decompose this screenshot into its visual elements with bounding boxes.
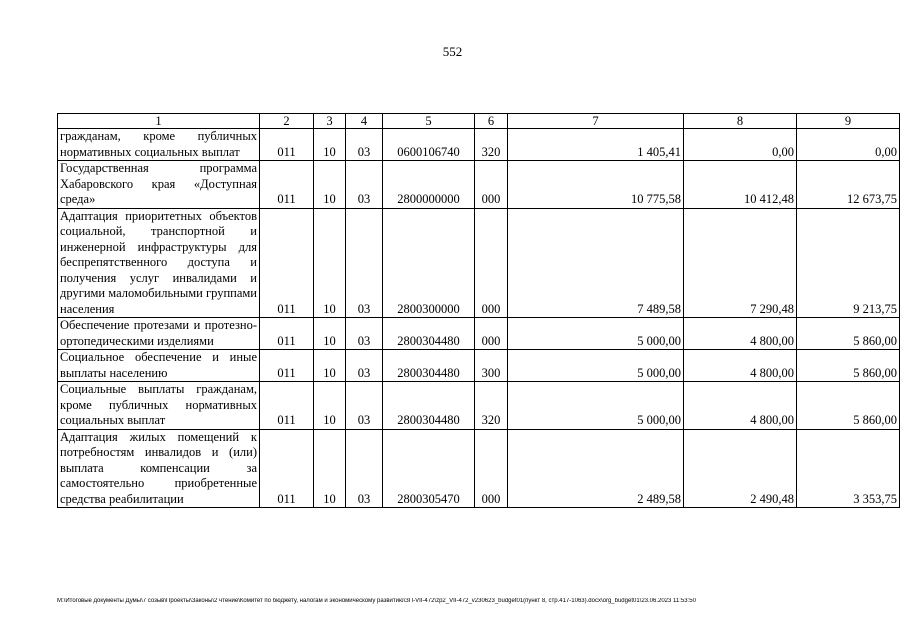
- row-code-subsection: 03: [346, 161, 383, 209]
- row-code-ministry: 011: [260, 129, 314, 161]
- row-amount-col7: 5 000,00: [508, 382, 684, 430]
- row-code-target: 0600106740: [383, 129, 475, 161]
- row-code-expense-type: 000: [475, 429, 508, 508]
- table-header: [58, 114, 900, 129]
- row-code-section: 10: [314, 129, 346, 161]
- header-cell-8: 8: [684, 114, 797, 129]
- row-code-expense-type: 300: [475, 350, 508, 382]
- table-row: [58, 429, 900, 508]
- row-name: Обеспечение протезами и протезно-ортопедическими изделиями: [58, 318, 260, 350]
- table-row: [58, 161, 900, 209]
- row-name: гражданам, кроме публичных нормативных социальных выплат: [58, 129, 260, 161]
- budget-table: [57, 113, 900, 508]
- row-code-subsection: 03: [346, 318, 383, 350]
- row-amount-col8: 2 490,48: [684, 429, 797, 508]
- row-amount-col9: 5 860,00: [797, 382, 900, 430]
- row-amount-col8: 10 412,48: [684, 161, 797, 209]
- row-amount-col7: 5 000,00: [508, 350, 684, 382]
- document-footer-path: M:\Итоговые документы Думы\7 созыв\Проекты\Законы\2 чтение\Комитет по бюджету, налогам и экономическому развитию\ЗП-VII-472\zp2_VII-472_v230623_budget01(пункт 8, стр.417-1063).docx\org_budget01\23.06.2023 11:53:50: [57, 598, 696, 604]
- header-row: [58, 114, 900, 129]
- row-amount-col9: 9 213,75: [797, 208, 900, 318]
- row-code-target: 2800000000: [383, 161, 475, 209]
- row-code-target: 2800304480: [383, 382, 475, 430]
- row-code-section: 10: [314, 429, 346, 508]
- row-name: Адаптация приоритетных объектов социальной, транспортной и инженерной инфраструктуры для беспрепятственного доступа и получения услуг инвалидами и другими маломобильными группами населения: [58, 208, 260, 318]
- row-name: Социальное обеспечение и иные выплаты населению: [58, 350, 260, 382]
- row-code-ministry: 011: [260, 318, 314, 350]
- row-code-expense-type: 000: [475, 318, 508, 350]
- row-code-target: 2800305470: [383, 429, 475, 508]
- table-row: [58, 208, 900, 318]
- row-code-ministry: 011: [260, 350, 314, 382]
- row-code-target: 2800304480: [383, 350, 475, 382]
- row-code-section: 10: [314, 318, 346, 350]
- header-cell-5: 5: [383, 114, 475, 129]
- page-number: 552: [442, 44, 463, 59]
- header-cell-4: 4: [346, 114, 383, 129]
- table-row: [58, 350, 900, 382]
- header-cell-7: 7: [508, 114, 684, 129]
- table-row: [58, 318, 900, 350]
- row-code-subsection: 03: [346, 350, 383, 382]
- row-amount-col8: 0,00: [684, 129, 797, 161]
- header-cell-2: 2: [260, 114, 314, 129]
- row-code-section: 10: [314, 382, 346, 430]
- row-code-subsection: 03: [346, 382, 383, 430]
- row-amount-col7: 1 405,41: [508, 129, 684, 161]
- row-amount-col9: 0,00: [797, 129, 900, 161]
- row-code-subsection: 03: [346, 208, 383, 318]
- row-name: Адаптация жилых помещений к потребностям инвалидов и (или) выплата компенсации за самостоятельно приобретенные средства реабилитации: [58, 429, 260, 508]
- row-code-expense-type: 320: [475, 382, 508, 430]
- header-cell-1: 1: [58, 114, 260, 129]
- row-code-section: 10: [314, 161, 346, 209]
- row-amount-col7: 10 775,58: [508, 161, 684, 209]
- row-amount-col8: 7 290,48: [684, 208, 797, 318]
- row-amount-col8: 4 800,00: [684, 318, 797, 350]
- row-amount-col9: 5 860,00: [797, 318, 900, 350]
- row-amount-col8: 4 800,00: [684, 350, 797, 382]
- row-code-expense-type: 000: [475, 161, 508, 209]
- row-code-section: 10: [314, 208, 346, 318]
- row-amount-col7: 2 489,58: [508, 429, 684, 508]
- row-amount-col9: 12 673,75: [797, 161, 900, 209]
- row-code-subsection: 03: [346, 129, 383, 161]
- row-code-target: 2800300000: [383, 208, 475, 318]
- row-amount-col7: 5 000,00: [508, 318, 684, 350]
- row-code-ministry: 011: [260, 429, 314, 508]
- table-row: [58, 382, 900, 430]
- table-row: [58, 129, 900, 161]
- row-name: Государственная программа Хабаровского края «Доступная среда»: [58, 161, 260, 209]
- row-code-expense-type: 000: [475, 208, 508, 318]
- row-code-section: 10: [314, 350, 346, 382]
- row-code-ministry: 011: [260, 208, 314, 318]
- row-amount-col7: 7 489,58: [508, 208, 684, 318]
- row-code-ministry: 011: [260, 382, 314, 430]
- row-name: Социальные выплаты гражданам, кроме публичных нормативных социальных выплат: [58, 382, 260, 430]
- header-cell-6: 6: [475, 114, 508, 129]
- header-cell-9: 9: [797, 114, 900, 129]
- row-amount-col8: 4 800,00: [684, 382, 797, 430]
- row-code-target: 2800304480: [383, 318, 475, 350]
- header-cell-3: 3: [314, 114, 346, 129]
- row-code-expense-type: 320: [475, 129, 508, 161]
- row-amount-col9: 5 860,00: [797, 350, 900, 382]
- row-code-subsection: 03: [346, 429, 383, 508]
- row-amount-col9: 3 353,75: [797, 429, 900, 508]
- row-code-ministry: 011: [260, 161, 314, 209]
